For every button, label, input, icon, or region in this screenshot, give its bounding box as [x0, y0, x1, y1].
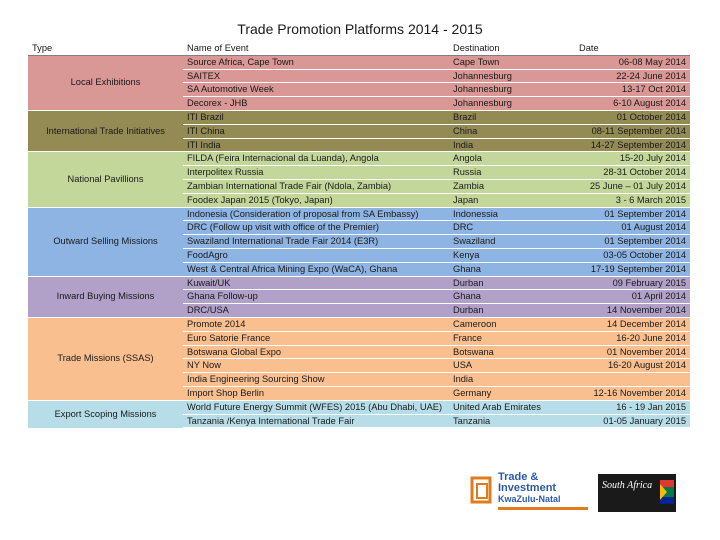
destination-cell: Japan	[449, 193, 575, 207]
date-cell: 25 June – 01 July 2014	[575, 179, 690, 193]
date-cell: 01 September 2014	[575, 235, 690, 249]
destination-cell: Ghana	[449, 290, 575, 304]
event-cell: Promote 2014	[183, 317, 449, 331]
event-cell: SAITEX	[183, 69, 449, 83]
table-row	[28, 55, 690, 69]
destination-cell: Angola	[449, 152, 575, 166]
event-cell: Botswana Global Expo	[183, 345, 449, 359]
logo-underline	[498, 507, 588, 510]
date-cell: 12-16 November 2014	[575, 386, 690, 400]
date-cell: 22-24 June 2014	[575, 69, 690, 83]
type-cell: Inward Buying Missions	[28, 276, 183, 317]
date-cell: 14-27 September 2014	[575, 138, 690, 152]
date-cell: 14 November 2014	[575, 304, 690, 318]
event-cell: FILDA (Feira Internacional da Luanda), Angola	[183, 152, 449, 166]
destination-cell: Tanzania	[449, 414, 575, 428]
page-title: Trade Promotion Platforms 2014 - 2015	[237, 21, 483, 37]
destination-cell: India	[449, 138, 575, 152]
table-row	[28, 207, 690, 221]
destination-cell: United Arab Emirates	[449, 400, 575, 414]
destination-cell: Indonessia	[449, 207, 575, 221]
trade-platforms-table	[28, 42, 690, 429]
event-cell: DRC (Follow up visit with office of the Premier)	[183, 221, 449, 235]
destination-cell: Swaziland	[449, 235, 575, 249]
destination-cell: Durban	[449, 276, 575, 290]
event-cell: Import Shop Berlin	[183, 386, 449, 400]
header-row	[28, 42, 690, 55]
header-destination: Destination	[449, 42, 575, 55]
event-cell: DRC/USA	[183, 304, 449, 318]
event-cell: ITI India	[183, 138, 449, 152]
destination-cell: France	[449, 331, 575, 345]
date-cell: 17-19 September 2014	[575, 262, 690, 276]
event-cell: Euro Satorie France	[183, 331, 449, 345]
south-africa-logo-text: South Africa	[602, 480, 653, 491]
event-cell: Indonesia (Consideration of proposal from SA Embassy)	[183, 207, 449, 221]
destination-cell: Kenya	[449, 248, 575, 262]
destination-cell: Cameroon	[449, 317, 575, 331]
date-cell: 6-10 August 2014	[575, 97, 690, 111]
destination-cell: India	[449, 373, 575, 387]
destination-cell: Brazil	[449, 110, 575, 124]
date-cell: 28-31 October 2014	[575, 166, 690, 180]
type-cell: Trade Missions (SSAS)	[28, 317, 183, 400]
header-event: Name of Event	[183, 42, 449, 55]
sa-flag-icon	[660, 480, 674, 504]
date-cell: 03-05 October 2014	[575, 248, 690, 262]
type-cell: National Pavillions	[28, 152, 183, 207]
destination-cell: Johannesburg	[449, 97, 575, 111]
event-cell	[183, 428, 449, 429]
type-cell: Outward Selling Missions	[28, 207, 183, 276]
table-row	[28, 110, 690, 124]
event-cell: Zambian International Trade Fair (Ndola, Zambia)	[183, 179, 449, 193]
date-cell: 3 - 6 March 2015	[575, 193, 690, 207]
destination-cell: Cape Town	[449, 55, 575, 69]
date-cell: 01-05 January 2015	[575, 414, 690, 428]
trade-investment-logo	[498, 472, 594, 510]
event-cell: India Engineering Sourcing Show	[183, 373, 449, 387]
date-cell: 01 September 2014	[575, 207, 690, 221]
logo-line-2: Investment	[498, 482, 557, 494]
table-row	[28, 152, 690, 166]
date-cell: 16-20 August 2014	[575, 359, 690, 373]
date-cell: 09 February 2015	[575, 276, 690, 290]
event-cell: ITI Brazil	[183, 110, 449, 124]
event-cell: Source Africa, Cape Town	[183, 55, 449, 69]
event-cell: Ghana Follow-up	[183, 290, 449, 304]
logo-line-1: Trade &	[498, 471, 539, 483]
date-cell	[575, 373, 690, 387]
destination-cell: Johannesburg	[449, 83, 575, 97]
table-row	[28, 276, 690, 290]
trade-investment-emblem-icon	[470, 476, 494, 506]
event-cell: ITI China	[183, 124, 449, 138]
date-cell	[575, 428, 690, 429]
event-cell: Decorex - JHB	[183, 97, 449, 111]
event-cell: West & Central Africa Mining Expo (WaCA), Ghana	[183, 262, 449, 276]
date-cell: 01 October 2014	[575, 110, 690, 124]
event-cell: Foodex Japan 2015 (Tokyo, Japan)	[183, 193, 449, 207]
date-cell: 01 August 2014	[575, 221, 690, 235]
header-date: Date	[575, 42, 690, 55]
destination-cell: USA	[449, 359, 575, 373]
date-cell: 01 November 2014	[575, 345, 690, 359]
logos	[470, 470, 680, 520]
event-cell: SA Automotive Week	[183, 83, 449, 97]
type-cell: Local Exhibitions	[28, 55, 183, 110]
destination-cell: DRC	[449, 221, 575, 235]
date-cell: 01 April 2014	[575, 290, 690, 304]
south-africa-logo	[598, 474, 676, 512]
destination-cell	[449, 428, 575, 429]
destination-cell: Johannesburg	[449, 69, 575, 83]
header-type: Type	[28, 42, 183, 55]
destination-cell: Zambia	[449, 179, 575, 193]
date-cell: 14 December 2014	[575, 317, 690, 331]
table-row	[28, 400, 690, 414]
event-cell: Kuwait/UK	[183, 276, 449, 290]
date-cell: 06-08 May 2014	[575, 55, 690, 69]
date-cell: 08-11 September 2014	[575, 124, 690, 138]
event-cell: Swaziland International Trade Fair 2014 (E3R)	[183, 235, 449, 249]
table-row	[28, 317, 690, 331]
event-cell: NY Now	[183, 359, 449, 373]
destination-cell: China	[449, 124, 575, 138]
destination-cell: Botswana	[449, 345, 575, 359]
logo-line-3: KwaZulu-Natal	[498, 494, 561, 504]
type-cell: International Trade Initiatives	[28, 110, 183, 151]
event-cell: FoodAgro	[183, 248, 449, 262]
destination-cell: Germany	[449, 386, 575, 400]
date-cell: 13-17 Oct 2014	[575, 83, 690, 97]
destination-cell: Russia	[449, 166, 575, 180]
event-cell: Tanzania /Kenya International Trade Fair	[183, 414, 449, 428]
event-cell: Interpolitex Russia	[183, 166, 449, 180]
destination-cell: Durban	[449, 304, 575, 318]
event-cell: World Future Energy Summit (WFES) 2015 (Abu Dhabi, UAE)	[183, 400, 449, 414]
date-cell: 16-20 June 2014	[575, 331, 690, 345]
destination-cell: Ghana	[449, 262, 575, 276]
date-cell: 16 - 19 Jan 2015	[575, 400, 690, 414]
date-cell: 15-20 July 2014	[575, 152, 690, 166]
type-cell: Export Scoping Missions	[28, 400, 183, 429]
